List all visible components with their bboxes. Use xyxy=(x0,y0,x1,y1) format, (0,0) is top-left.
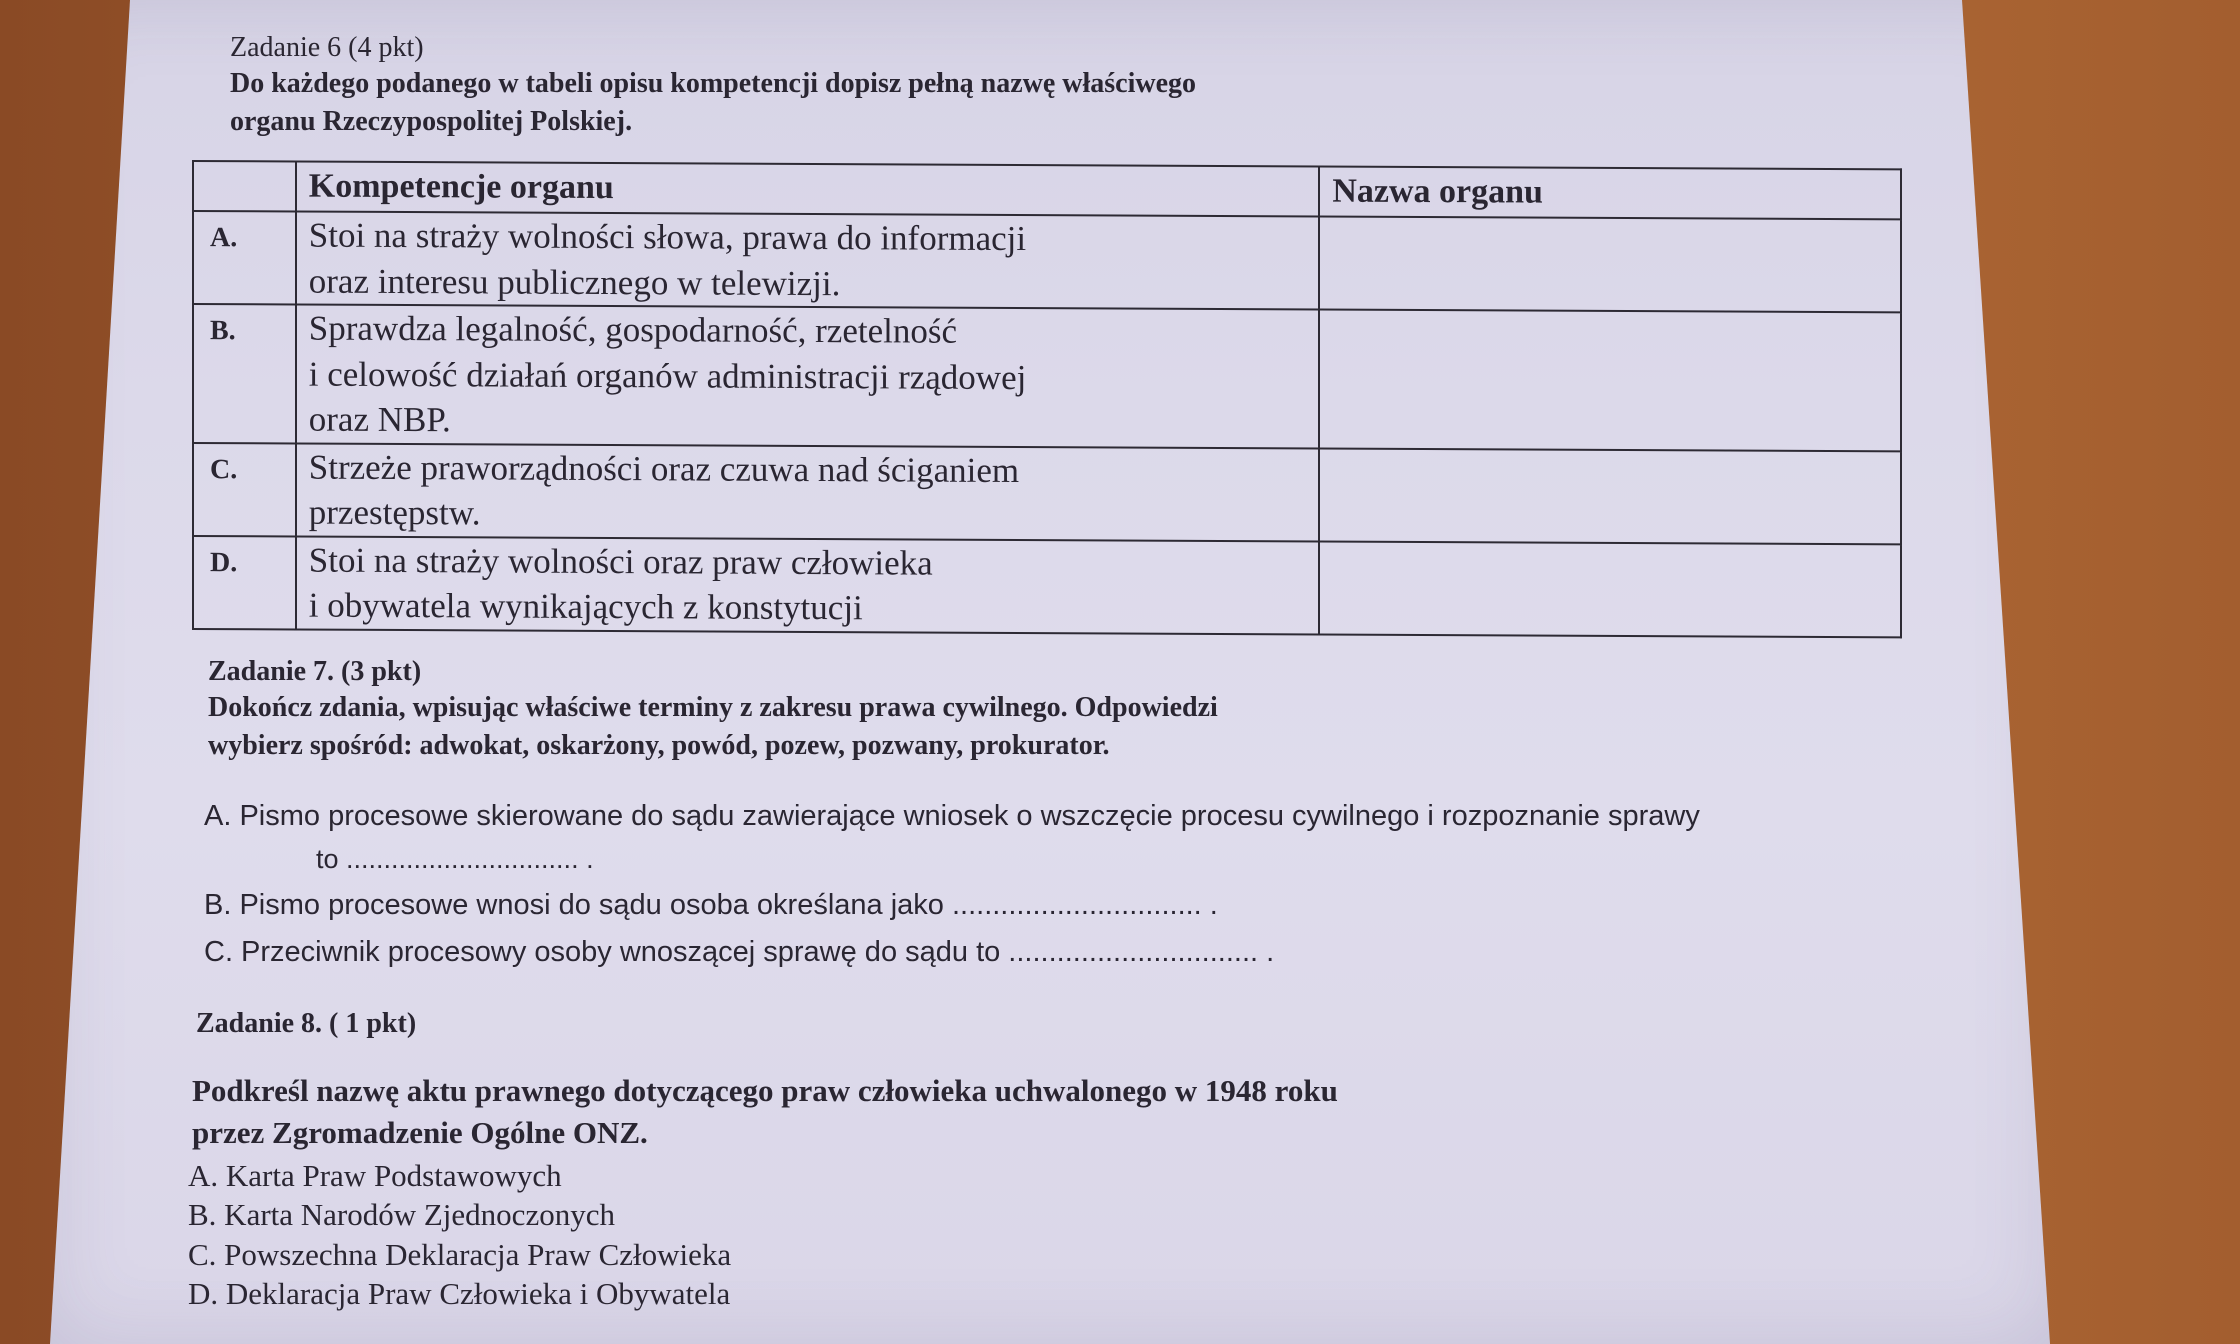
row-description xyxy=(296,536,1320,634)
table-row xyxy=(193,211,1901,312)
row-letter: A. xyxy=(193,211,296,305)
task6-table xyxy=(192,160,1902,638)
list-item xyxy=(204,798,1764,877)
row-description xyxy=(296,212,1320,310)
answer-cell[interactable] xyxy=(1319,541,1901,637)
row-description xyxy=(296,305,1320,449)
table-row xyxy=(193,536,1901,637)
list-item[interactable]: B. Karta Narodów Zjednoczonych xyxy=(188,1197,615,1233)
description-line: Strzeże praworządności oraz czuwa nad ściganiem xyxy=(308,447,1020,490)
description-line: oraz interesu publicznego w telewizji. xyxy=(308,261,841,303)
table-header-name: Nazwa organu xyxy=(1319,167,1901,220)
list-item[interactable]: A. Karta Praw Podstawowych xyxy=(188,1158,562,1193)
list-item xyxy=(204,934,1764,972)
answer-cell[interactable] xyxy=(1319,448,1901,544)
table-row xyxy=(193,443,1901,544)
item-text: C. Przeciwnik procesowy osoby wnoszącej sprawę do sądu to ............................... . xyxy=(204,936,1275,969)
task7-instruction-line1: Dokończ zdania, wpisując właściwe terminy z zakresu prawa cywilnego. Odpowiedzi xyxy=(208,692,1218,723)
task7-heading: Zadanie 7. (3 pkt) xyxy=(208,656,422,687)
task8-instruction-line1: Podkreśl nazwę aktu prawnego dotyczącego praw człowieka uchwalonego w 1948 roku xyxy=(192,1073,1338,1108)
task6-heading: Zadanie 6 (4 pkt) xyxy=(230,32,424,63)
description-line: oraz NBP. xyxy=(308,399,451,440)
item-text: A. Pismo procesowe skierowane do sądu zawierające wniosek o wszczęcie procesu cywilnego i rozpoznanie sprawy xyxy=(204,800,1700,832)
list-item[interactable]: C. Powszechna Deklaracja Praw Człowieka xyxy=(188,1236,732,1272)
list-item xyxy=(204,887,1764,925)
row-letter: C. xyxy=(193,443,296,537)
row-description xyxy=(296,443,1320,541)
task8-instruction-block xyxy=(192,1070,1338,1154)
description-line: Sprawdza legalność, gospodarność, rzetelność xyxy=(308,308,958,351)
description-line: i celowość działań organów administracji rządowej xyxy=(308,354,1027,397)
list-item[interactable]: D. Deklaracja Praw Człowieka i Obywatela xyxy=(188,1276,731,1312)
task8-options-block xyxy=(188,1156,731,1313)
table-header-competence: Kompetencje organu xyxy=(296,162,1320,217)
item-text: B. Pismo procesowe wnosi do sądu osoba określana jako ............................... . xyxy=(204,888,1218,921)
task7-items-block xyxy=(204,798,1764,982)
description-line: Stoi na straży wolności słowa, prawa do informacji xyxy=(308,215,1027,259)
description-line: Stoi na straży wolności oraz praw człowieka xyxy=(308,540,933,583)
task8-heading: Zadanie 8. ( 1 pkt) xyxy=(196,1008,417,1039)
table-row xyxy=(193,304,1901,451)
item-continuation: to ............................... . xyxy=(316,843,594,874)
task7-instruction-line2: wybierz spośród: adwokat, oskarżony, powód, pozew, pozwany, prokurator. xyxy=(208,729,1110,761)
task6-instruction-line2: organu Rzeczypospolitej Polskiej. xyxy=(230,105,633,137)
task7-header-block xyxy=(208,654,1218,765)
row-letter: D. xyxy=(193,536,296,630)
task8-instruction-line2: przez Zgromadzenie Ogólne ONZ. xyxy=(192,1114,648,1150)
table-header-row xyxy=(193,161,1901,220)
answer-cell[interactable] xyxy=(1319,217,1901,313)
description-line: przestępstw. xyxy=(308,492,481,533)
task6-header-block xyxy=(230,30,1196,141)
task8-heading-block xyxy=(196,1006,416,1041)
task6-instruction-line1: Do każdego podanego w tabeli opisu kompetencji dopisz pełną nazwę właściwego xyxy=(230,68,1197,99)
task7-item-list xyxy=(204,798,1764,972)
table-header-empty xyxy=(193,161,296,212)
answer-cell[interactable] xyxy=(1319,310,1901,451)
description-line: i obywatela wynikających z konstytucji xyxy=(308,585,863,628)
task8-option-list xyxy=(188,1156,731,1313)
row-letter: B. xyxy=(193,304,296,443)
